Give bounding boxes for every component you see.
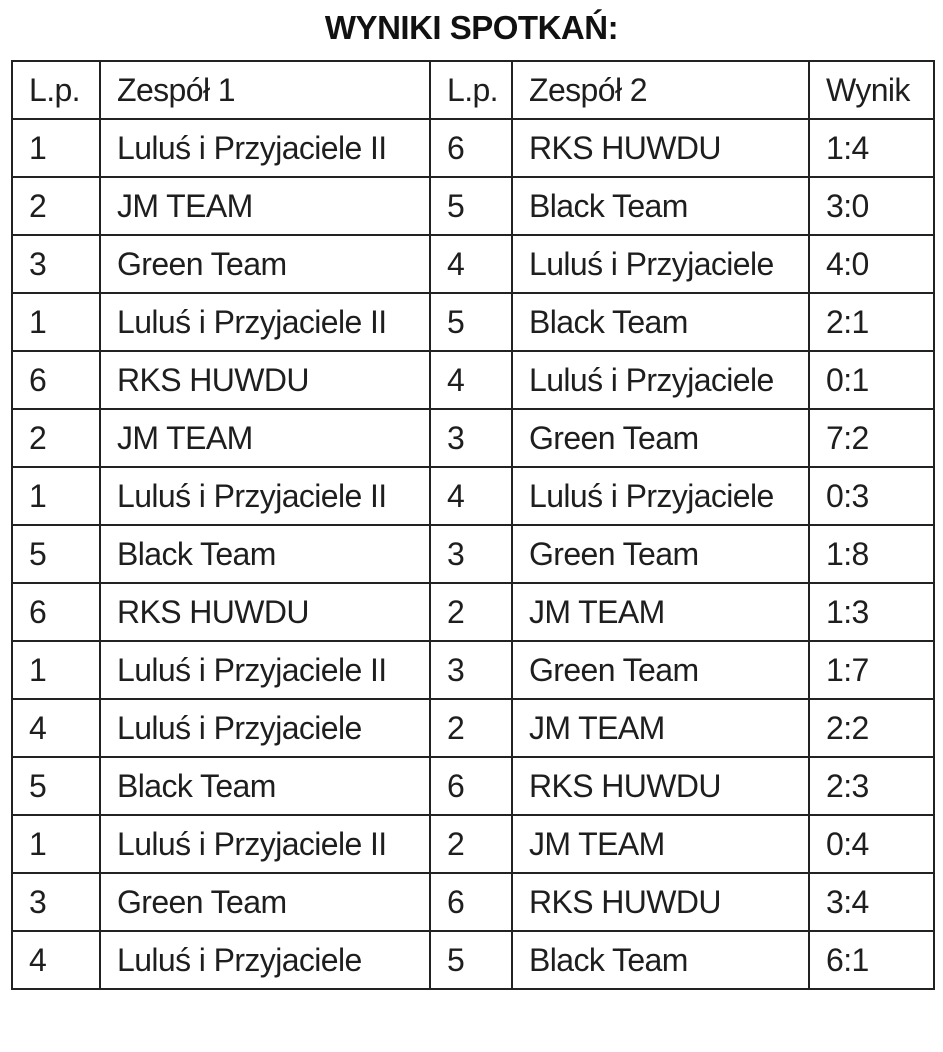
cell-team-2: Green Team	[512, 409, 809, 467]
cell-team-2: Black Team	[512, 293, 809, 351]
cell-lp-2: 3	[430, 525, 512, 583]
cell-team-1: JM TEAM	[100, 177, 430, 235]
cell-lp-2: 2	[430, 583, 512, 641]
cell-team-2: RKS HUWDU	[512, 119, 809, 177]
cell-score: 0:3	[809, 467, 934, 525]
table-row	[12, 409, 934, 467]
cell-lp-2: 4	[430, 351, 512, 409]
table-row	[12, 467, 934, 525]
cell-lp-1: 5	[12, 757, 100, 815]
cell-lp-1: 1	[12, 119, 100, 177]
table-row	[12, 293, 934, 351]
cell-lp-2: 2	[430, 815, 512, 873]
cell-score: 2:2	[809, 699, 934, 757]
cell-team-2: JM TEAM	[512, 815, 809, 873]
cell-score: 6:1	[809, 931, 934, 989]
table-row	[12, 235, 934, 293]
header-lp-1: L.p.	[12, 61, 100, 119]
cell-lp-2: 4	[430, 467, 512, 525]
cell-team-2: Luluś i Przyjaciele	[512, 467, 809, 525]
header-team-2: Zespół 2	[512, 61, 809, 119]
cell-team-1: Luluś i Przyjaciele II	[100, 467, 430, 525]
page-title: WYNIKI SPOTKAŃ:	[324, 9, 619, 46]
cell-team-2: JM TEAM	[512, 583, 809, 641]
cell-lp-2: 3	[430, 641, 512, 699]
cell-team-1: Black Team	[100, 525, 430, 583]
cell-lp-1: 2	[12, 177, 100, 235]
table-row	[12, 815, 934, 873]
table-row	[12, 641, 934, 699]
header-score: Wynik	[809, 61, 934, 119]
cell-lp-2: 5	[430, 931, 512, 989]
cell-lp-1: 5	[12, 525, 100, 583]
table-row	[12, 351, 934, 409]
cell-lp-2: 5	[430, 177, 512, 235]
cell-team-1: Green Team	[100, 873, 430, 931]
cell-score: 1:7	[809, 641, 934, 699]
cell-lp-2: 3	[430, 409, 512, 467]
cell-team-1: Luluś i Przyjaciele II	[100, 119, 430, 177]
cell-team-2: Green Team	[512, 525, 809, 583]
cell-team-2: Luluś i Przyjaciele	[512, 235, 809, 293]
cell-team-1: Luluś i Przyjaciele	[100, 699, 430, 757]
cell-lp-2: 6	[430, 119, 512, 177]
results-table	[11, 60, 935, 990]
cell-lp-1: 1	[12, 815, 100, 873]
table-body	[12, 119, 934, 989]
cell-team-2: Black Team	[512, 931, 809, 989]
cell-team-2: Black Team	[512, 177, 809, 235]
cell-score: 4:0	[809, 235, 934, 293]
cell-lp-2: 4	[430, 235, 512, 293]
table-row	[12, 931, 934, 989]
cell-team-1: JM TEAM	[100, 409, 430, 467]
table-row	[12, 699, 934, 757]
cell-team-1: Luluś i Przyjaciele II	[100, 815, 430, 873]
cell-lp-2: 5	[430, 293, 512, 351]
table-row	[12, 177, 934, 235]
cell-team-2: Luluś i Przyjaciele	[512, 351, 809, 409]
table-row	[12, 583, 934, 641]
header-row	[12, 61, 934, 119]
cell-team-2: RKS HUWDU	[512, 873, 809, 931]
cell-score: 3:0	[809, 177, 934, 235]
cell-lp-1: 4	[12, 931, 100, 989]
cell-lp-1: 3	[12, 873, 100, 931]
cell-team-1: Black Team	[100, 757, 430, 815]
cell-lp-1: 2	[12, 409, 100, 467]
header-lp-2: L.p.	[430, 61, 512, 119]
table-row	[12, 525, 934, 583]
cell-score: 1:8	[809, 525, 934, 583]
cell-lp-2: 6	[430, 757, 512, 815]
cell-lp-1: 6	[12, 583, 100, 641]
cell-team-1: RKS HUWDU	[100, 583, 430, 641]
cell-team-2: JM TEAM	[512, 699, 809, 757]
cell-score: 1:3	[809, 583, 934, 641]
header-team-1: Zespół 1	[100, 61, 430, 119]
cell-lp-1: 1	[12, 293, 100, 351]
cell-lp-1: 6	[12, 351, 100, 409]
cell-team-2: RKS HUWDU	[512, 757, 809, 815]
cell-team-1: Luluś i Przyjaciele	[100, 931, 430, 989]
cell-lp-2: 2	[430, 699, 512, 757]
cell-lp-1: 3	[12, 235, 100, 293]
cell-team-1: RKS HUWDU	[100, 351, 430, 409]
cell-lp-1: 1	[12, 467, 100, 525]
cell-score: 0:4	[809, 815, 934, 873]
cell-score: 1:4	[809, 119, 934, 177]
cell-lp-1: 1	[12, 641, 100, 699]
table-row	[12, 757, 934, 815]
cell-score: 2:3	[809, 757, 934, 815]
cell-lp-2: 6	[430, 873, 512, 931]
cell-team-1: Green Team	[100, 235, 430, 293]
cell-team-1: Luluś i Przyjaciele II	[100, 293, 430, 351]
cell-score: 0:1	[809, 351, 934, 409]
table-row	[12, 873, 934, 931]
cell-lp-1: 4	[12, 699, 100, 757]
cell-team-1: Luluś i Przyjaciele II	[100, 641, 430, 699]
cell-score: 7:2	[809, 409, 934, 467]
table-row	[12, 119, 934, 177]
cell-team-2: Green Team	[512, 641, 809, 699]
table-header	[12, 61, 934, 119]
cell-score: 2:1	[809, 293, 934, 351]
cell-score: 3:4	[809, 873, 934, 931]
